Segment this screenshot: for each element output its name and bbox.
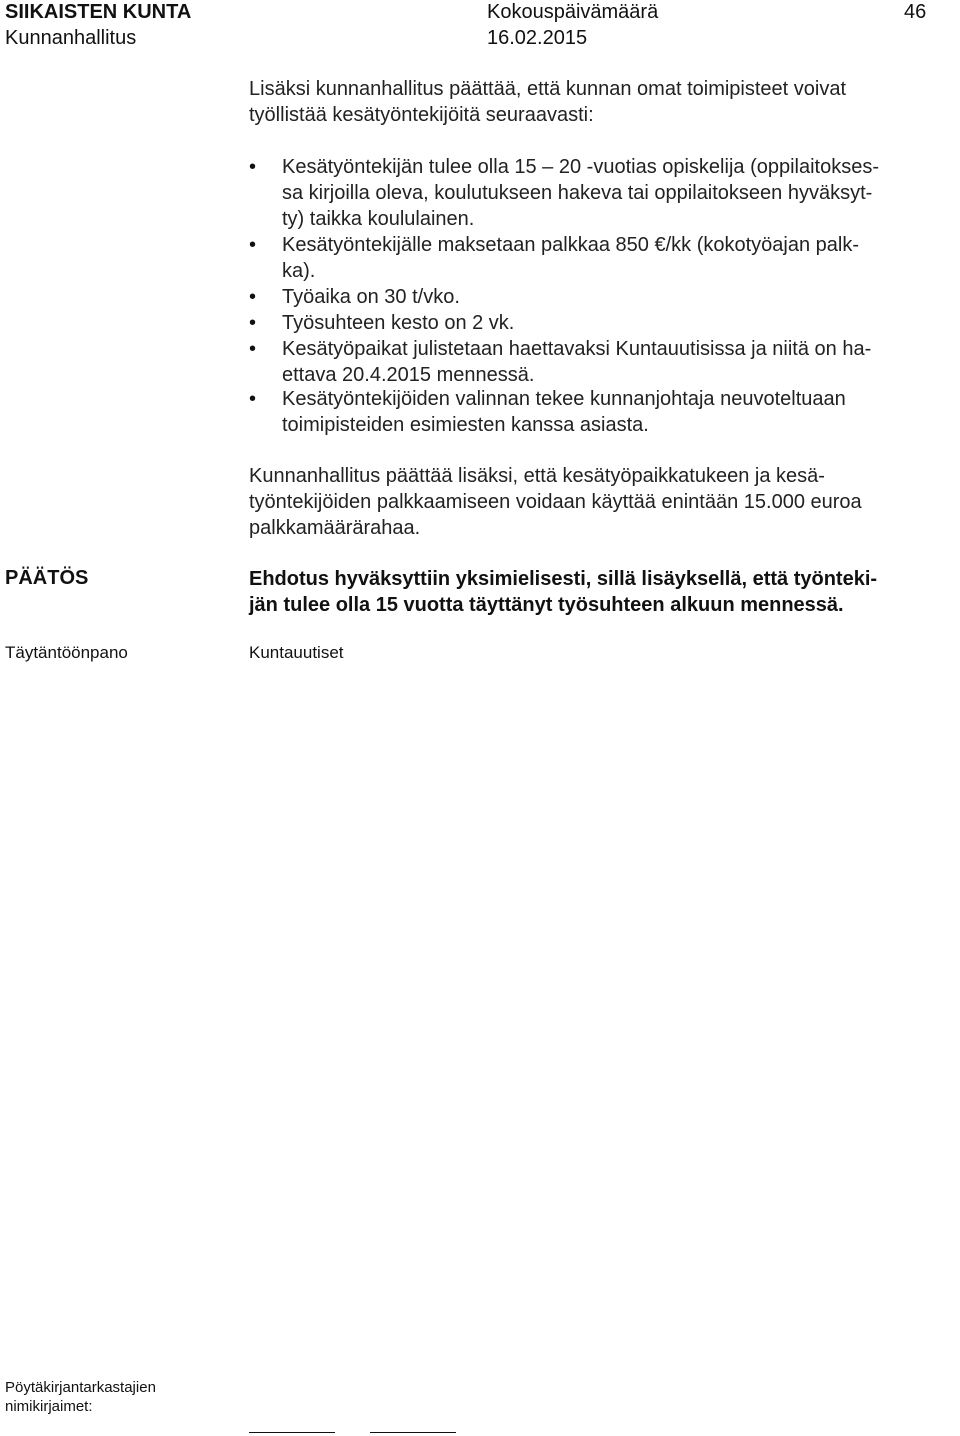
list-item-line: toimipisteiden esimiesten kanssa asiasta. bbox=[282, 414, 649, 436]
list-item bbox=[282, 310, 514, 336]
decision-line: Ehdotus hyväksyttiin yksimielisesti, sillä lisäyksellä, että työnteki- bbox=[249, 568, 878, 590]
initials-signature-line bbox=[249, 1432, 335, 1433]
paragraph-line: palkkamäärärahaa. bbox=[249, 517, 421, 539]
list-item-line: sa kirjoilla oleva, koulutukseen hakeva tai oppilaitokseen hyväksyt- bbox=[282, 182, 873, 204]
footer-label-line: Pöytäkirjantarkastajien bbox=[5, 1379, 156, 1396]
paragraph-line: työntekijöiden palkkaamiseen voidaan käyttää enintään 15.000 euroa bbox=[249, 491, 862, 513]
initials-signature-line bbox=[370, 1432, 456, 1433]
organization-name: SIIKAISTEN KUNTA bbox=[5, 1, 192, 23]
footer-label-line: nimikirjaimet: bbox=[5, 1398, 93, 1415]
meeting-date: 16.02.2015 bbox=[487, 27, 588, 49]
decision-text bbox=[249, 566, 877, 618]
list-item-line: ka). bbox=[282, 260, 316, 282]
list-item-line: ettava 20.4.2015 mennessä. bbox=[282, 364, 535, 386]
list-item-line: Kesätyöntekijän tulee olla 15 – 20 -vuotias opiskelija (oppilaitokses- bbox=[282, 156, 880, 178]
bullet-dot: • bbox=[249, 312, 257, 334]
additional-paragraph bbox=[249, 463, 862, 541]
list-item-line: Kesätyöntekijöiden valinnan tekee kunnanjohtaja neuvoteltuaan bbox=[282, 388, 846, 410]
list-item-line: Työaika on 30 t/vko. bbox=[282, 286, 460, 308]
list-item bbox=[282, 284, 460, 310]
list-item-line: ty) taikka koululainen. bbox=[282, 208, 475, 230]
list-item bbox=[282, 232, 859, 284]
list-item bbox=[282, 386, 846, 438]
bullet-dot: • bbox=[249, 338, 257, 360]
meeting-date-label: Kokouspäivämäärä bbox=[487, 1, 659, 23]
intro-paragraph bbox=[249, 76, 846, 128]
list-item-line: Kesätyöntekijälle maksetaan palkkaa 850 €/kk (kokotyöajan palk- bbox=[282, 234, 859, 256]
decision-label: PÄÄTÖS bbox=[5, 567, 89, 589]
implementation-value: Kuntauutiset bbox=[249, 643, 344, 662]
implementation-label: Täytäntöönpano bbox=[5, 643, 128, 662]
paragraph-line: Kunnanhallitus päättää lisäksi, että kesätyöpaikkatukeen ja kesä- bbox=[249, 465, 825, 487]
decision-line: jän tulee olla 15 vuotta täyttänyt työsuhteen alkuun mennessä. bbox=[249, 594, 844, 616]
footer-label bbox=[5, 1378, 156, 1416]
intro-line: työllistää kesätyöntekijöitä seuraavasti: bbox=[249, 104, 594, 126]
bullet-dot: • bbox=[249, 234, 257, 256]
intro-line: Lisäksi kunnanhallitus päättää, että kunnan omat toimipisteet voivat bbox=[249, 78, 847, 100]
bullet-dot: • bbox=[249, 156, 257, 178]
list-item-line: Työsuhteen kesto on 2 vk. bbox=[282, 312, 515, 334]
list-item bbox=[282, 154, 879, 232]
bullet-dot: • bbox=[249, 388, 257, 410]
body-name: Kunnanhallitus bbox=[5, 27, 137, 49]
list-item-line: Kesätyöpaikat julistetaan haettavaksi Kuntauutisissa ja niitä on ha- bbox=[282, 338, 872, 360]
list-item bbox=[282, 336, 871, 388]
bullet-dot: • bbox=[249, 286, 257, 308]
page-number: 46 bbox=[904, 1, 927, 23]
